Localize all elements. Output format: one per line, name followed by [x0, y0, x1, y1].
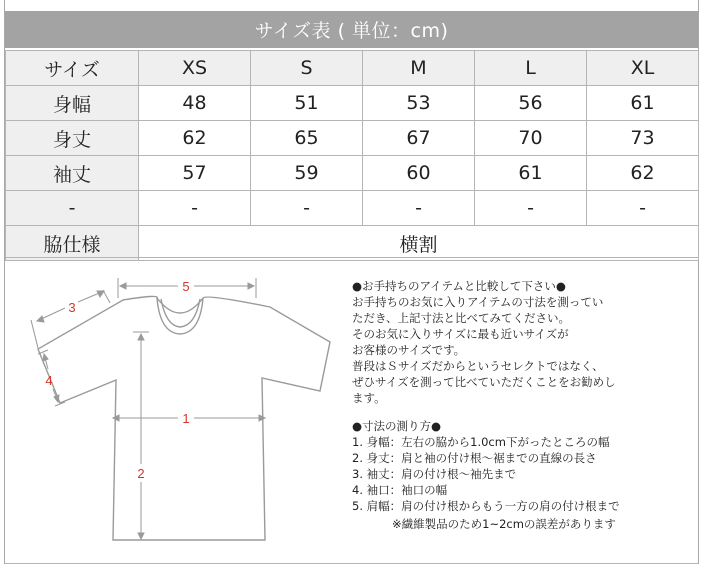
table-cell: -: [363, 191, 475, 226]
measure-line: 1. 身幅：左右の脇から1.0cm下がったところの幅: [352, 435, 610, 449]
table-cell: 61: [475, 156, 587, 191]
table-cell: 48: [139, 86, 251, 121]
measure-line: 2. 身丈：肩と袖の付け根～裾までの直線の長さ: [352, 451, 597, 465]
side-seam-value: 横割: [139, 226, 699, 261]
note-line: そのお気に入りサイズに最も近いサイズが: [352, 327, 569, 341]
table-cell: 56: [475, 86, 587, 121]
table-cell: -: [251, 191, 363, 226]
size-table: [5, 50, 699, 261]
measurement-notes: [352, 278, 697, 532]
row-label: 袖丈: [6, 156, 139, 191]
size-header-s: S: [251, 51, 363, 86]
marker-3: 3: [68, 300, 76, 315]
table-cell: 62: [587, 156, 699, 191]
note-line: ます。: [352, 391, 386, 405]
marker-1: 1: [182, 411, 190, 426]
table-cell: 62: [139, 121, 251, 156]
table-cell: 51: [251, 86, 363, 121]
size-header-m: M: [363, 51, 475, 86]
table-cell: 59: [251, 156, 363, 191]
note-line: 普段はＳサイズだからというセレクトではなく、: [352, 359, 604, 373]
table-cell: 73: [587, 121, 699, 156]
table-cell: 53: [363, 86, 475, 121]
size-header-xs: XS: [139, 51, 251, 86]
size-header-xl: XL: [587, 51, 699, 86]
section-divider: [5, 257, 698, 258]
measure-line: 4. 袖口：袖口の幅: [352, 483, 448, 497]
side-seam-row: [6, 226, 699, 261]
note-line: ただき、上記寸法と比べてみてください。: [352, 311, 571, 325]
note-line: お客様のサイズです。: [352, 343, 466, 357]
disclaimer: ※繊維製品のため1~2cmの誤差があります: [392, 517, 616, 531]
measure-line: 5. 肩幅：肩の付け根からもう一方の肩の付け根まで: [352, 499, 620, 513]
table-cell: -: [587, 191, 699, 226]
table-cell: -: [139, 191, 251, 226]
size-header-l: L: [475, 51, 587, 86]
marker-2: 2: [137, 466, 145, 481]
note-line: お手持ちのお気に入りアイテムの寸法を測ってい: [352, 295, 604, 309]
table-cell: 70: [475, 121, 587, 156]
marker-5: 5: [182, 279, 190, 294]
size-header-row: [6, 51, 699, 86]
table-cell: -: [475, 191, 587, 226]
size-header-label: サイズ: [6, 51, 139, 86]
note-line: ぜひサイズを測って比べていただくことをお勧めし: [352, 375, 616, 389]
table-cell: 65: [251, 121, 363, 156]
table-cell: 60: [363, 156, 475, 191]
tshirt-collar-outer: [157, 298, 203, 334]
row-label: -: [6, 191, 139, 226]
table-row: [6, 191, 699, 226]
size-chart-title: サイズ表 ( 単位：cm): [5, 11, 698, 48]
table-cell: 67: [363, 121, 475, 156]
table-cell: 61: [587, 86, 699, 121]
table-row: [6, 156, 699, 191]
table-cell: 57: [139, 156, 251, 191]
row-label: 身丈: [6, 121, 139, 156]
compare-heading: ●お手持ちのアイテムと比較して下さい●: [352, 279, 566, 293]
table-row: [6, 86, 699, 121]
measure-heading: ●寸法の測り方●: [352, 419, 442, 433]
tshirt-measurement-diagram: [20, 268, 340, 553]
marker-4: 4: [45, 373, 53, 388]
table-row: [6, 121, 699, 156]
measure-line: 3. 袖丈：肩の付け根～袖先まで: [352, 467, 517, 481]
side-seam-label: 脇仕様: [6, 226, 139, 261]
row-label: 身幅: [6, 86, 139, 121]
